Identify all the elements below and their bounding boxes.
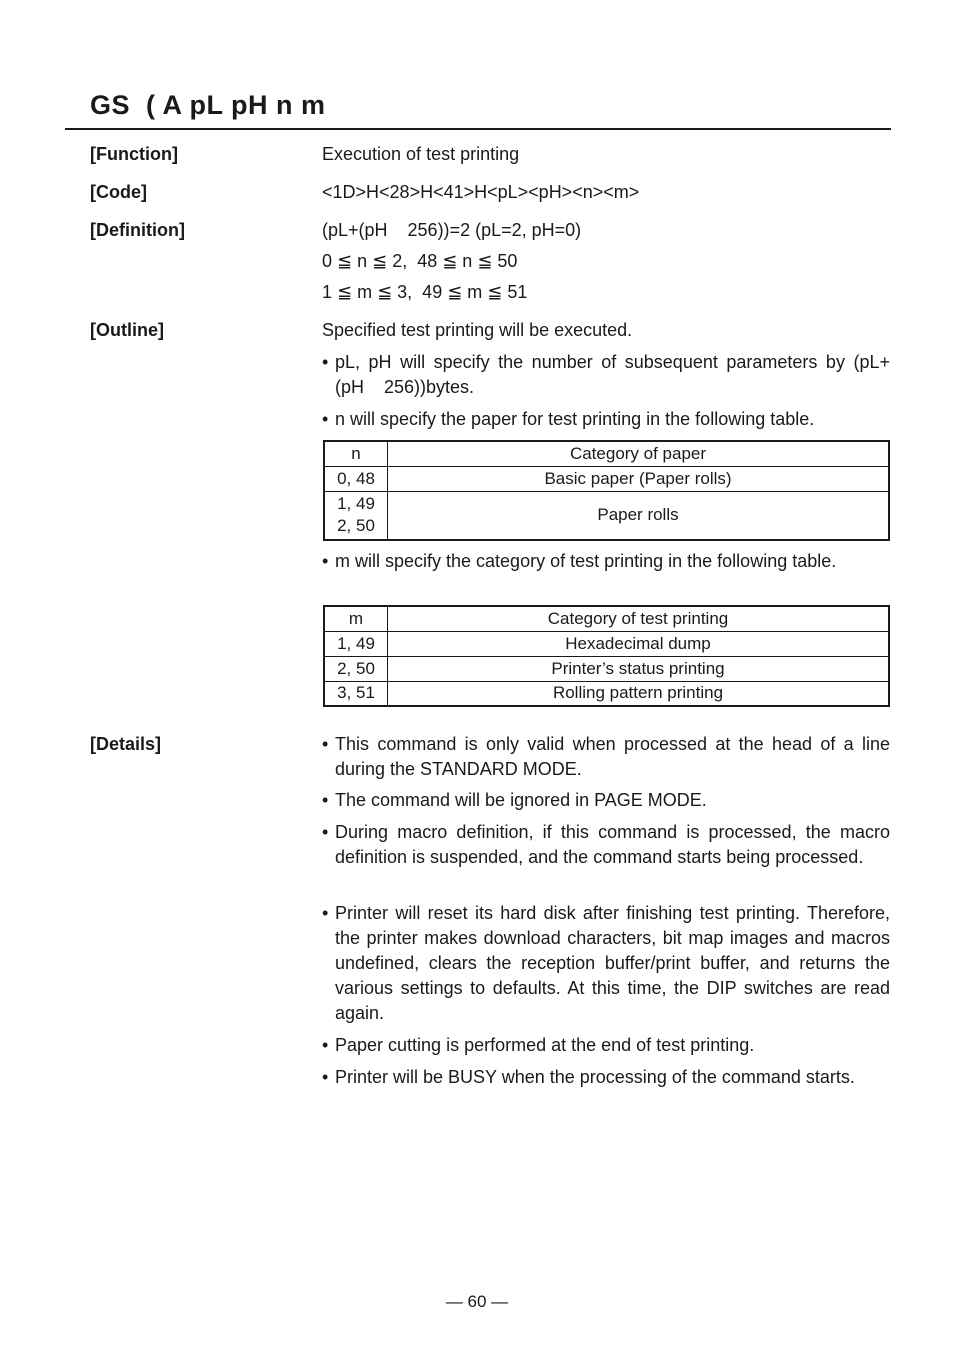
- table-cell-category: Paper rolls: [388, 491, 890, 540]
- table-header-row: [324, 441, 889, 466]
- details-bullet-5: [322, 1033, 890, 1058]
- table-row: [324, 466, 889, 491]
- details-bullet-1-text: This command is only valid when processed at the head of a line during the STANDARD MODE.: [335, 734, 890, 779]
- table-cell-n-value: 1, 49: [337, 494, 375, 514]
- definition-line-3: 1 ≦ m ≦ 3, 49 ≦ m ≦ 51: [322, 282, 528, 302]
- bullet-marker: •: [322, 822, 329, 842]
- table-cell-category: Printer’s status printing: [388, 656, 890, 681]
- details-bullet-4-text: Printer will reset its hard disk after finishing test printing. Therefore, the printer makes download characters, bit map images and macros undefined, clears the reception buffer/print buffer, and returns the various settings to defaults. At this time, the DIP switches are read again.: [335, 903, 890, 1023]
- table-cell-category: Basic paper (Paper rolls): [388, 466, 890, 491]
- definition-line-2: 0 ≦ n ≦ 2, 48 ≦ n ≦ 50: [322, 251, 518, 271]
- details-bullet-4: [322, 901, 890, 1026]
- function-label: [Function]: [90, 144, 178, 164]
- outline-bullet-3-text: m will specify the category of test printing in the following table.: [335, 551, 837, 571]
- bullet-marker: •: [322, 1035, 329, 1055]
- bullet-marker: •: [322, 734, 329, 754]
- table-header-row: [324, 606, 889, 631]
- table-row: [324, 631, 889, 656]
- outline-bullet-2: [322, 407, 890, 432]
- outline-intro: Specified test printing will be executed.: [322, 320, 633, 340]
- table-header-category: Category of test printing: [388, 606, 890, 631]
- table-row: [324, 681, 889, 706]
- details-bullet-5-text: Paper cutting is performed at the end of test printing.: [335, 1035, 755, 1055]
- table-row: [324, 491, 889, 540]
- bullet-marker: •: [322, 409, 329, 429]
- bullet-marker: •: [322, 1067, 329, 1087]
- paper-table: [323, 440, 890, 541]
- title-rule: [65, 128, 891, 130]
- table-cell-n: 0, 48: [324, 466, 388, 491]
- code-text: <1D>H<28>H<41>H<pL><pH><n><m>: [322, 182, 640, 202]
- details-bullet-2: [322, 788, 890, 813]
- details-bullet-2-text: The command will be ignored in PAGE MODE.: [335, 790, 707, 810]
- bullet-marker: •: [322, 903, 329, 923]
- table-header-n: n: [324, 441, 388, 466]
- details-bullet-3: [322, 820, 890, 870]
- table-cell-m: 1, 49: [324, 631, 388, 656]
- details-bullet-6-text: Printer will be BUSY when the processing of the command starts.: [335, 1067, 855, 1087]
- bullet-marker: •: [322, 790, 329, 810]
- details-label: [Details]: [90, 734, 162, 754]
- table-cell-m: 2, 50: [324, 656, 388, 681]
- outline-label: [Outline]: [90, 320, 164, 340]
- table-cell-n: [324, 491, 388, 540]
- details-bullet-1: [322, 732, 890, 782]
- details-bullet-6: [322, 1065, 890, 1090]
- definition-line-1: (pL+(pH 256))=2 (pL=2, pH=0): [322, 220, 582, 240]
- test-printing-table: [323, 605, 890, 707]
- code-label: [Code]: [90, 182, 147, 202]
- table-row: [324, 656, 889, 681]
- details-bullet-3-text: During macro definition, if this command is processed, the macro definition is suspended, and the command starts being processed.: [335, 822, 890, 867]
- outline-bullet-2-text: n will specify the paper for test printing in the following table.: [335, 409, 815, 429]
- table-cell-category: Rolling pattern printing: [388, 681, 890, 706]
- table-header-category: Category of paper: [388, 441, 890, 466]
- table-cell-n-value: 2, 50: [337, 516, 375, 536]
- outline-bullet-3: [322, 549, 890, 574]
- table-header-m: m: [324, 606, 388, 631]
- function-text: Execution of test printing: [322, 144, 520, 164]
- page-number: — 60 —: [445, 1292, 509, 1311]
- outline-bullet-1: [322, 350, 890, 400]
- definition-label: [Definition]: [90, 220, 185, 240]
- bullet-marker: •: [322, 551, 329, 571]
- table-cell-m: 3, 51: [324, 681, 388, 706]
- page-title: GS ( A pL pH n m: [90, 90, 326, 120]
- table-cell-category: Hexadecimal dump: [388, 631, 890, 656]
- outline-bullet-1-text: pL, pH will specify the number of subsequent parameters by (pL+(pH 256))bytes.: [335, 352, 890, 397]
- bullet-marker: •: [322, 352, 329, 372]
